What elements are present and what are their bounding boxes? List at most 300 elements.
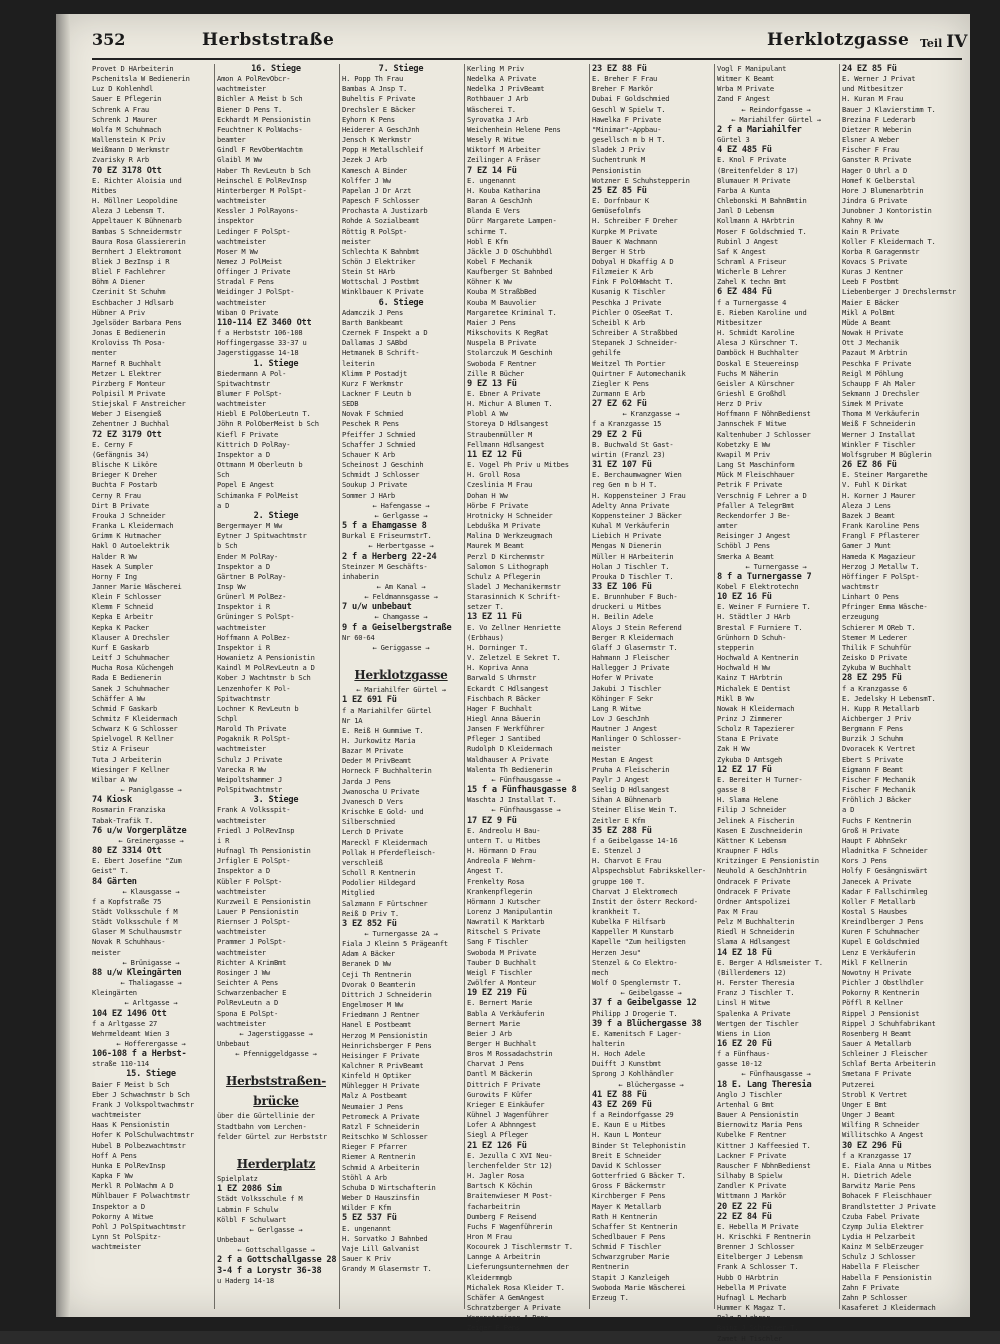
- directory-line: Dvoracek K Vertret: [842, 744, 916, 754]
- directory-line: Aleza J Lens: [842, 500, 891, 510]
- house-number-entry: 9 EZ 13 Fü: [467, 378, 517, 389]
- directory-line: Erzeug T.: [592, 1292, 629, 1302]
- directory-line: Kubelke F Rentner: [717, 1130, 787, 1140]
- directory-line: E. Jedelsky H LebensmT.: [842, 693, 936, 703]
- directory-line: Pichler O OSeeRat T.: [592, 307, 674, 317]
- directory-line: Schraml A Friseur: [717, 256, 787, 266]
- directory-line: Biernowitz Maria Pens: [717, 1120, 803, 1130]
- directory-line: Adelty Anna Private: [592, 500, 670, 510]
- directory-line: Spitwachtmstr: [217, 693, 270, 703]
- directory-line: Inspektor a D: [217, 561, 270, 571]
- directory-line: Hübner A Priv: [92, 307, 145, 317]
- directory-line: Pfeiffer J Schmied: [342, 429, 416, 439]
- directory-line: Eckardt C Hdlsangest: [467, 683, 549, 693]
- directory-line: Dittrich J Schneiderin: [342, 989, 432, 999]
- section-heading: brücke: [253, 1094, 299, 1109]
- directory-line: Podolier Hildegard: [342, 878, 416, 888]
- directory-line: Zykuba W Buchhalt: [842, 663, 912, 673]
- house-number-entry: 12 EZ 17 Fü: [717, 764, 772, 775]
- directory-page: [56, 14, 970, 1343]
- directory-line: u Haderg 14-18: [217, 1275, 274, 1285]
- directory-line: Kättner K Lebensm: [717, 835, 787, 845]
- directory-line: Breher F Markör: [592, 84, 654, 94]
- directory-line: Perzl D Kirchenmstr: [467, 551, 545, 561]
- directory-line: Seichter A Pens: [217, 978, 279, 988]
- directory-line: Gross F Bäckermstr: [592, 1181, 666, 1191]
- directory-line: Grünerl M PolBez-: [217, 592, 287, 602]
- directory-line: Grüninger S PolSpt-: [217, 612, 295, 622]
- directory-line: Weber J Eisengieß: [92, 409, 162, 419]
- directory-line: Malz A Postbeamt: [342, 1091, 408, 1101]
- directory-line: Städt Volksschule f M: [92, 906, 178, 916]
- house-number-entry: 27 EZ 62 Fü: [592, 399, 647, 410]
- directory-line: Varecka R Ww: [217, 764, 266, 774]
- directory-line: Nowak H Private: [842, 328, 904, 338]
- directory-line: Gürtel 3: [717, 135, 750, 145]
- directory-line: Mucha Rosa Küchengeh: [92, 663, 174, 673]
- directory-line: Engelmoser M Ww: [342, 1000, 404, 1010]
- directory-line: Hörbe F Private: [467, 500, 529, 510]
- cross-street-marker: ← Reindorfgasse →: [741, 104, 811, 114]
- directory-line: E. Reiß H Gummiwe T.: [342, 725, 424, 735]
- directory-line: V. Zeletzel E Sekret T.: [467, 653, 561, 663]
- directory-line: Hiegl Anna Bäuerin: [467, 714, 541, 723]
- directory-line: Rudolph D Kleidermach: [467, 744, 553, 754]
- directory-line: Salzmann F Fürtschner: [342, 898, 428, 908]
- directory-line: Czernek F Inspekt a D: [342, 328, 428, 338]
- directory-line: Buheltis F Private: [342, 94, 416, 104]
- directory-line: Feuchtner K PolWachs-: [217, 124, 303, 134]
- directory-line: Müller H HArbeiterin: [592, 551, 674, 561]
- directory-line: Kainz M SelbErzeuger: [842, 1242, 924, 1252]
- directory-line: Hron M Frau: [467, 1231, 512, 1241]
- directory-line: Pensionistin: [592, 165, 641, 175]
- directory-line: Dirt B Private: [92, 500, 149, 510]
- directory-line: wachtmeister: [217, 947, 266, 957]
- directory-line: f a Fünfhaus-: [717, 1049, 770, 1059]
- directory-line: Jagerstiggasse 14-18: [217, 348, 299, 358]
- directory-line: H. Kaun L Monteur: [592, 1130, 662, 1140]
- directory-line: Haas K Pensionistin: [92, 1120, 170, 1130]
- house-number-entry: 6 EZ 484 Fü: [717, 287, 772, 298]
- directory-line: E. ungenannt: [467, 175, 516, 185]
- directory-line: Chlebonski M BahnBmtin: [717, 196, 807, 206]
- directory-line: Bauer J Klavierstimm T.: [842, 104, 936, 114]
- directory-line: Michalek E Dentist: [717, 683, 791, 693]
- directory-line: Rauscher F NbhnBedienst: [717, 1160, 811, 1170]
- directory-line: Sekmann J Drechsler: [842, 389, 920, 398]
- directory-line: wachtmeister: [217, 1018, 266, 1028]
- directory-line: Siegl A Pfleger: [467, 1130, 529, 1140]
- directory-line: Groß H Private: [842, 825, 899, 835]
- directory-line: Czymp Julia Elektrer: [842, 1221, 924, 1231]
- directory-line: Hubel B Polbezwachtmstr: [92, 1140, 186, 1150]
- column-divider: [714, 64, 715, 1309]
- directory-line: Walenta Th Bedienerin: [467, 764, 553, 774]
- directory-line: Lieferungsunternehmen der: [467, 1262, 569, 1272]
- directory-line: Ondracek F Private: [717, 886, 791, 896]
- cross-street-marker: ← Fünfhausgasse →: [741, 1069, 811, 1079]
- directory-line: Filip J Schneider: [717, 805, 787, 815]
- directory-line: f a Mariahilfer Gürtel: [342, 705, 432, 715]
- directory-line: Hakl O Autoelektrik: [92, 541, 170, 551]
- directory-line: gasse 8: [717, 785, 746, 795]
- directory-line: Bauer A Pensionistin: [717, 1110, 799, 1120]
- house-number-entry: 104 EZ 1496 Ott: [92, 1008, 167, 1019]
- directory-line: Sladek J Priv: [592, 145, 645, 155]
- directory-line: Winklbauer K Private: [342, 287, 424, 297]
- directory-line: Merkl R PolWachm A D: [92, 1181, 174, 1191]
- directory-line: Sauer K Priv: [342, 1253, 391, 1263]
- directory-line: Rosinger J Ww: [217, 967, 270, 977]
- directory-line: Wiens in Lion: [717, 1028, 770, 1038]
- directory-line: Stolarczuk M Geschinh: [467, 348, 553, 358]
- directory-line: Brandlstetter J Private: [842, 1201, 936, 1211]
- directory-line: Wiktorf M Arbeiter: [467, 145, 541, 155]
- directory-line: Kiefl F Private: [217, 429, 279, 439]
- directory-line: facharbeitrin: [467, 1201, 520, 1211]
- directory-line: E. Fiala Anna u Mitbes: [842, 1160, 932, 1170]
- directory-line: Tabak-Trafik T.: [92, 815, 154, 825]
- directory-line: Wolf O Spenglermstr T.: [592, 978, 682, 988]
- directory-line: Swoboda M Private: [467, 947, 537, 957]
- directory-line: E. Vo Zellner Henriette: [467, 622, 561, 632]
- directory-line: Schimanka F PolMeist: [217, 490, 299, 500]
- directory-line: Stradal F Pens: [217, 277, 274, 287]
- directory-line: Heisinger F Private: [342, 1050, 420, 1060]
- directory-line: Zvarisky R Arb: [92, 155, 149, 165]
- directory-line: Schöbl J Pens: [717, 541, 770, 551]
- directory-line: Wicherle B Lehrer: [717, 267, 787, 277]
- directory-line: Howanietz A Pensionistin: [217, 653, 315, 663]
- directory-line: Ratzl F Schneiderin: [342, 1121, 420, 1131]
- directory-line: Wäscherei T.: [467, 104, 516, 114]
- directory-line: Zehentner J Buchhal: [92, 419, 170, 429]
- directory-line: Cerny R Frau: [92, 490, 141, 500]
- house-number-entry: 31 EZ 107 Fü: [592, 460, 652, 471]
- directory-line: Kuren F Schuhmacher: [842, 927, 920, 937]
- directory-line: E. Weiner F Furniere T.: [717, 602, 811, 612]
- directory-line: Kleidermmgb: [467, 1272, 512, 1282]
- directory-line: Rath H Kentnerin: [592, 1211, 658, 1221]
- directory-line: Kreindlberger J Pens: [842, 917, 924, 927]
- directory-line: E. Andreolu H Bau-: [467, 825, 541, 835]
- directory-line: Reiß D Priv T.: [342, 908, 399, 918]
- directory-line: Suchentrunk M: [592, 155, 645, 165]
- directory-line: Kasaferet J Kleidermach: [842, 1303, 936, 1313]
- directory-line: Wotzner E Schuhstepperin: [592, 175, 690, 185]
- house-number-entry: 106-108 f a Herbst-: [92, 1049, 187, 1060]
- directory-line: mech: [592, 967, 609, 977]
- directory-line: H. Hoch Adele: [592, 1049, 645, 1059]
- directory-line: Jezek J Arb: [342, 155, 387, 165]
- house-number-entry: 8 f a Turnergasse 7: [717, 571, 812, 582]
- house-number-entry: 18 E. Lang Theresia: [717, 1079, 812, 1090]
- directory-line: E. Bernert Marie: [467, 998, 533, 1008]
- directory-line: Haber Th RevLeutn b Sch: [217, 165, 311, 175]
- directory-line: b Sch: [217, 541, 238, 551]
- directory-line: Binder St Telephonistin: [592, 1140, 686, 1150]
- directory-line: Werner J Installat: [842, 429, 916, 439]
- directory-line: wirtin (Franzl 23): [592, 449, 666, 459]
- column-divider: [214, 64, 215, 1309]
- directory-line: Zeiger F Pens: [467, 1323, 520, 1333]
- house-number-entry: 43 EZ 269 Fü: [592, 1099, 652, 1110]
- directory-line: Mikl A PolBmt: [842, 307, 895, 317]
- directory-line: gehilfe: [592, 348, 621, 358]
- directory-line: Zeilinger A Fräser: [467, 155, 541, 165]
- directory-line: Schmid F Tischler: [592, 1242, 662, 1252]
- directory-line: Mitbesitzer: [717, 317, 762, 327]
- directory-line: Andreola F Wehrm-: [467, 856, 537, 866]
- directory-line: Köhinger F Sekr: [592, 693, 654, 703]
- directory-line: Zille R Bücher: [467, 368, 524, 378]
- directory-line: Burzik J Schuhm: [842, 734, 904, 744]
- directory-line: Appeltauer K Bühnenarb: [92, 216, 182, 226]
- directory-line: Kainz T HArbtrin: [717, 673, 783, 683]
- directory-line: Unbebaut: [217, 1235, 250, 1245]
- directory-line: Rippel J Schuhfabrikant: [842, 1018, 936, 1028]
- directory-line: Weißmann D Werkmstr: [92, 145, 170, 155]
- cross-street-marker: ← Fünfhausgasse →: [491, 805, 561, 815]
- directory-line: Thoma M Verkäuferin: [842, 409, 920, 419]
- directory-line: gasse 10-12: [717, 1059, 762, 1069]
- directory-line: Hufnagl L Mecharb: [717, 1292, 787, 1302]
- directory-line: Stepanek J Schneider-: [592, 338, 678, 348]
- directory-line: Mayer K Metallarb: [592, 1201, 662, 1211]
- directory-line: Blanda E Vers: [467, 206, 520, 216]
- directory-line: Frenkelty Rosa: [467, 876, 524, 886]
- directory-line: Kurpke M Private: [592, 226, 658, 236]
- directory-line: Jindra G Private: [842, 196, 908, 206]
- directory-line: Pazaut M Arbtrin: [842, 348, 908, 358]
- directory-line: Tuta J Arbeiterin: [92, 754, 162, 764]
- directory-line: Nedelka A Private: [467, 74, 537, 84]
- directory-line: Schrenk A Frau: [92, 104, 149, 114]
- directory-line: Zeitler E Kfm: [592, 815, 645, 825]
- directory-line: meister: [592, 744, 621, 754]
- directory-column-7: [842, 64, 960, 1313]
- directory-line: Homef K Gelberstal: [842, 175, 916, 185]
- directory-line: Kobel F Mechanik: [467, 256, 533, 266]
- directory-line: Schwarz K G Schlosser: [92, 724, 178, 734]
- directory-line: Mitglied: [342, 888, 375, 898]
- house-number-entry: 33 EZ 106 Fü: [592, 581, 652, 592]
- directory-line: wachtmeister: [217, 927, 266, 937]
- directory-line: H. Charvot E Frau: [592, 856, 662, 866]
- directory-line: Hladnitka F Schneider: [842, 846, 928, 856]
- directory-line: PolRevLeutn a D: [217, 998, 279, 1008]
- directory-line: Kaufberger St Bahnbed: [467, 267, 553, 277]
- page-number: 352: [92, 30, 126, 49]
- directory-line: Adamczik J Pens: [342, 307, 404, 317]
- directory-line: Hameda K Magazieur: [842, 551, 916, 561]
- directory-line: Hoffingergasse 33-37 u: [217, 338, 307, 348]
- directory-line: Schmid A Arbeiterin: [342, 1162, 420, 1172]
- directory-line: Salomon S Lithograph: [467, 561, 549, 571]
- directory-line: Kerling M Priv: [467, 64, 524, 73]
- directory-line: Ender M PolRay-: [217, 551, 279, 561]
- directory-line: Jansen F Werkführer: [467, 724, 545, 734]
- house-number-entry: 88 u/w Kleingärten: [92, 967, 182, 978]
- directory-line: Kinfeld H Optiker: [342, 1071, 412, 1081]
- directory-line: Kaltenhuber J Schlosser: [717, 429, 811, 439]
- directory-line: Gindl F RevOberWachtm: [217, 145, 303, 155]
- column-divider: [339, 64, 340, 1309]
- directory-line: Petrik F Private: [717, 480, 783, 490]
- directory-line: Kasen E Zuschneiderin: [717, 825, 803, 835]
- directory-line: Kouba M Bauvolier: [467, 297, 537, 307]
- directory-line: Unger E Bmt: [842, 1099, 887, 1109]
- directory-line: wachtmeister: [217, 399, 266, 409]
- directory-line: Aloys J Stein Referend: [592, 622, 682, 632]
- directory-line: Inspektor i R: [217, 602, 270, 612]
- directory-line: Marold Th Private: [217, 724, 287, 734]
- directory-line: H. Schmidt Karoline: [717, 328, 795, 338]
- directory-line: Janl D Lebensm: [717, 206, 774, 216]
- directory-line: wachtmeister: [92, 1110, 141, 1120]
- directory-line: Kobel F Elektrotechn: [717, 581, 799, 591]
- directory-line: Seelig D Hdlsangest: [592, 785, 670, 795]
- directory-line: Prammer J PolSpt-: [217, 937, 287, 947]
- directory-line: Bambas A Jnsp T.: [342, 84, 408, 94]
- directory-line: Nedelka J PrivBeamt: [467, 84, 545, 94]
- directory-line: Filzmeier K Arb: [592, 267, 654, 277]
- directory-line: Kühnel J Wagenführer: [467, 1110, 549, 1120]
- page-spine-shadow: [56, 14, 70, 1317]
- house-number-entry: 13 EZ 11 Fü: [467, 612, 522, 623]
- directory-line: Eyhorn K Pens: [342, 114, 395, 124]
- directory-line: H. Slama Helene: [717, 795, 779, 805]
- directory-line: Heinrichsberger F Pens: [342, 1040, 432, 1050]
- directory-line: wachtmeister: [217, 815, 266, 825]
- directory-line: Kors J Pens: [842, 856, 887, 866]
- directory-line: Dürr Margarete Lampen-: [467, 216, 557, 226]
- cross-street-marker: ← Brünigasse →: [122, 957, 180, 967]
- directory-line: Baran A GeschJnh: [467, 196, 533, 206]
- directory-line: Schrenk J Maurer: [92, 114, 158, 124]
- directory-line: Silberschmied: [342, 817, 395, 827]
- column-divider: [589, 64, 590, 1309]
- directory-line: Anglo J Tischler: [717, 1089, 783, 1099]
- directory-line: verschleiß: [342, 857, 383, 867]
- directory-line: Friedmann J Rentner: [342, 1010, 420, 1020]
- part-indicator: [920, 32, 967, 52]
- directory-line: Linhart O Pens: [842, 592, 899, 602]
- directory-line: Kobetzky E Ww: [717, 439, 770, 449]
- directory-line: Starasinnich K Schrift-: [467, 592, 561, 602]
- directory-line: Deder M PrivBeamt: [342, 756, 412, 766]
- directory-line: Schulz J Private: [217, 754, 283, 764]
- directory-line: Barwald S Uhrmstr: [467, 673, 537, 683]
- directory-line: Maier J Pens: [467, 317, 516, 327]
- directory-line: Weichenhein Helene Pens: [467, 124, 561, 134]
- directory-line: Ebert S Private: [842, 754, 904, 764]
- directory-line: Eschbacher J Hdlsarb: [92, 297, 174, 307]
- directory-line: Schwarzenbacher E: [217, 988, 287, 998]
- directory-line: Soukup J Private: [342, 480, 408, 490]
- directory-line: Koppensteiner J Bäcker: [592, 510, 682, 520]
- directory-line: Lydia H Pelzarbeit: [842, 1231, 916, 1241]
- directory-line: Hoff A Pens: [92, 1150, 137, 1160]
- directory-line: Quirtner F Automechanik: [592, 368, 686, 378]
- directory-line: Bliek J BezInsp i R: [92, 256, 170, 266]
- directory-line: Eigmann F Beamt: [842, 764, 904, 774]
- directory-line: Mühlegger H Private: [342, 1081, 420, 1091]
- directory-line: Kouba M StraßbBed: [467, 287, 537, 297]
- house-number-entry: 76 u/w Vorgerplätze: [92, 825, 187, 836]
- directory-line: Fink F PolOHWacht T.: [592, 277, 674, 287]
- house-number-entry: 7 u/w unbebaut: [342, 602, 412, 613]
- directory-line: Zahel K techn Bmt: [717, 277, 787, 287]
- directory-line: Biener D Pens T.: [217, 104, 283, 114]
- directory-line: Vogl F Manipulant: [717, 64, 787, 73]
- directory-line: Hubb O HArbtrin: [717, 1272, 779, 1282]
- directory-line: wachtmeister: [217, 196, 266, 206]
- directory-line: Haupt F AbhnSekr: [842, 835, 908, 845]
- directory-line: Zandler K Private: [717, 1181, 787, 1191]
- directory-line: Stapit J Kanzleigeh: [592, 1272, 670, 1282]
- directory-line: druckeri u Mitbes: [592, 602, 662, 612]
- directory-line: Silhaby B Spielw: [717, 1171, 783, 1181]
- directory-line: Riemer A Rentnerin: [342, 1152, 416, 1162]
- directory-line: Hunka E PolRevInsp: [92, 1160, 166, 1170]
- house-number-entry: 4 EZ 485 Fü: [717, 145, 772, 156]
- staircase-heading: 16. Stiege: [251, 64, 301, 74]
- directory-column-4: [467, 64, 585, 1333]
- directory-line: Lochner K RevLeutn b: [217, 703, 299, 713]
- directory-line: Hager F Buchhalt: [467, 703, 533, 713]
- part-label: Teil: [920, 37, 943, 50]
- cross-street-marker: ← Thaliagasse →: [120, 978, 182, 988]
- directory-line: Kölbl F Schulwart: [217, 1214, 287, 1224]
- directory-line: Peschka F Private: [842, 358, 912, 368]
- directory-line: E. Ebert Josefine "Zum: [92, 856, 182, 866]
- directory-line: Schedlbauer F Pens: [592, 1231, 666, 1241]
- directory-line: E. Kamenitsch F Lager-: [592, 1028, 682, 1038]
- directory-line: Steiner Elise Wein T.: [592, 805, 678, 815]
- directory-line: Weigl F Tischler: [467, 967, 533, 977]
- directory-line: Dantl M Bäckerin: [467, 1069, 533, 1079]
- directory-line: straße 110-114: [92, 1059, 149, 1069]
- directory-line: Stadtbahn vom Lerchen-: [217, 1121, 307, 1131]
- directory-line: Kalchner R PrivBeamt: [342, 1061, 424, 1070]
- directory-line: Maurek M Beamt: [467, 541, 524, 551]
- directory-line: Straubenmüller M: [467, 429, 533, 439]
- directory-line: erzeugung: [842, 612, 879, 622]
- directory-line: Hahmann J Fleischer: [592, 653, 670, 663]
- directory-line: Schleiner J Fleischer: [842, 1049, 928, 1059]
- directory-line: Müde A Beamt: [842, 317, 891, 327]
- directory-line: E. Vogel Ph Priv u Mitbes: [467, 460, 569, 470]
- directory-line: Kittrich D PolRay-: [217, 439, 291, 449]
- directory-line: Stiz A Friseur: [92, 744, 149, 754]
- directory-line: Alpspechsblut Fabrikskeller-: [592, 866, 706, 876]
- directory-line: Nr 1A: [342, 715, 363, 725]
- directory-line: Pohl J PolSpitwachtmstr: [92, 1221, 186, 1231]
- house-number-entry: 28 EZ 295 Fü: [842, 673, 902, 684]
- house-number-entry: 11 EZ 12 Fü: [467, 449, 522, 460]
- directory-line: Jvanesch D Vers: [342, 796, 404, 806]
- directory-line: Rentnerin: [592, 1262, 629, 1272]
- directory-line: Maier E Bäcker: [842, 297, 899, 307]
- directory-line: Hoffmann F NöhnBedienst: [717, 409, 811, 419]
- directory-line: Eber J Schwachmstr b Sch: [92, 1089, 190, 1099]
- directory-line: Koller F Kleidermach T.: [842, 236, 936, 246]
- directory-line: E. Berger A Hdlsmeister T.: [717, 957, 823, 967]
- directory-line: Peschka J Private: [592, 297, 662, 307]
- directory-line: (Gefängnis 34): [92, 449, 149, 459]
